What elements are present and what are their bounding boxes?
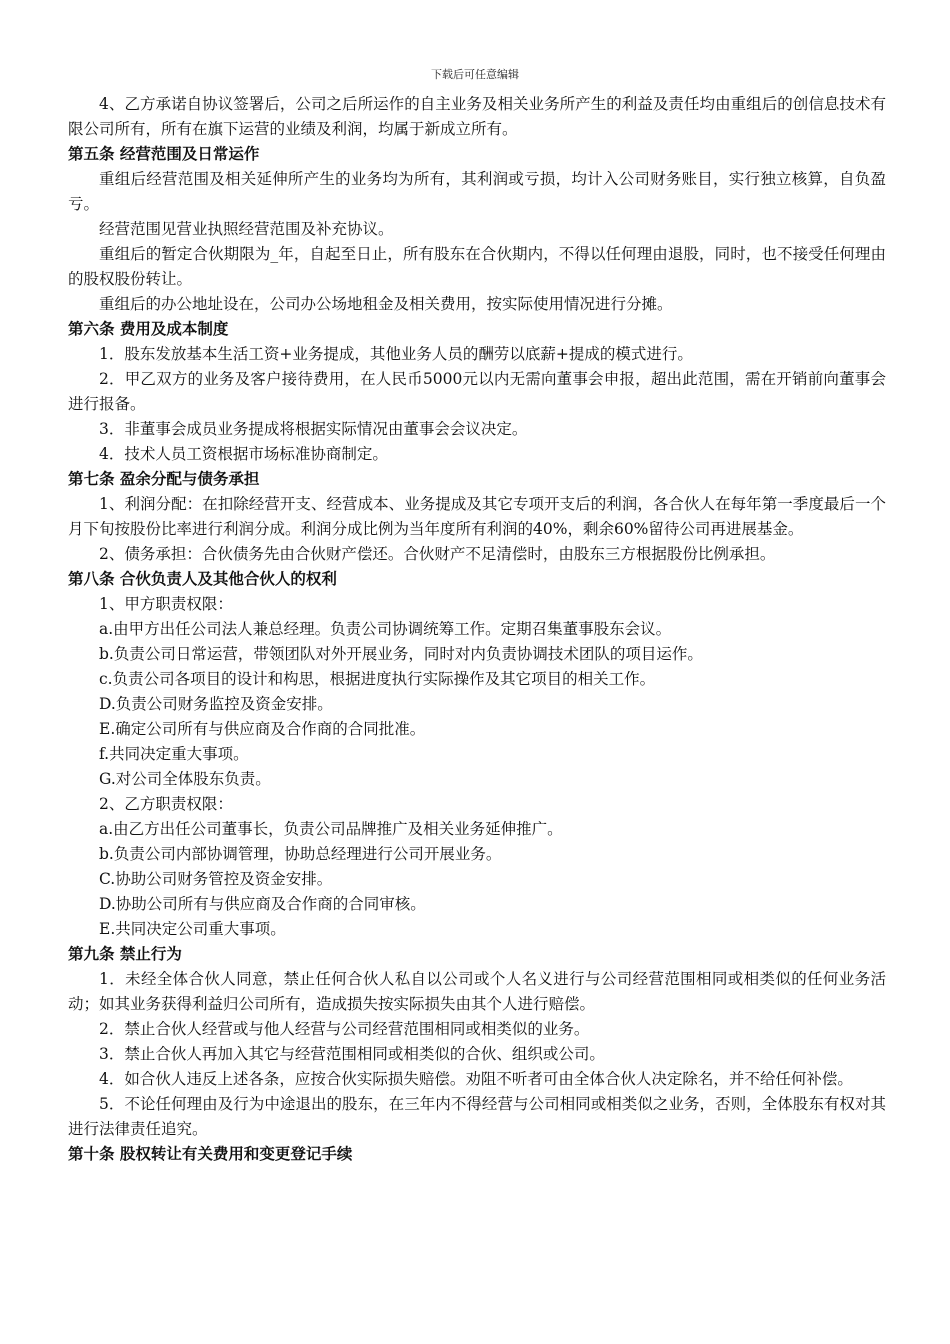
section-heading: 第十条 股权转让有关费用和变更登记手续 xyxy=(68,1145,353,1163)
paragraph: D.负责公司财务监控及资金安排。 xyxy=(99,695,333,713)
paragraph: 5．不论任何理由及行为中途退出的股东，在三年内不得经营与公司相同或相类似之业务，否则，全体股东有权对其进行法律责任追究。 xyxy=(68,1095,886,1138)
paragraph: 2．禁止合伙人经营或与他人经营与公司经营范围相同或相类似的业务。 xyxy=(99,1020,590,1038)
section-heading: 第七条 盈余分配与债务承担 xyxy=(68,470,260,488)
paragraph: b.负责公司内部协调管理，协助总经理进行公司开展业务。 xyxy=(99,845,502,863)
section-heading: 第六条 费用及成本制度 xyxy=(68,320,229,338)
paragraph: 2、乙方职责权限： xyxy=(99,795,233,813)
paragraph: a.由甲方出任公司法人兼总经理。负责公司协调统筹工作。定期召集董事股东会议。 xyxy=(99,620,672,638)
paragraph: 3．禁止合伙人再加入其它与经营范围相同或相类似的合伙、组织或公司。 xyxy=(99,1045,605,1063)
paragraph: E.共同决定公司重大事项。 xyxy=(99,920,286,938)
paragraph: f.共同决定重大事项。 xyxy=(99,745,249,763)
paragraph: E.确定公司所有与供应商及合作商的合同批准。 xyxy=(99,720,426,738)
paragraph: 1、甲方职责权限： xyxy=(99,595,233,613)
section-heading: 第九条 禁止行为 xyxy=(68,945,182,963)
paragraph: a.由乙方出任公司董事长，负责公司品牌推广及相关业务延伸推广。 xyxy=(99,820,563,838)
paragraph: 经营范围见营业执照经营范围及补充协议。 xyxy=(99,220,394,238)
paragraph: D.协助公司所有与供应商及合作商的合同审核。 xyxy=(99,895,426,913)
paragraph: C.协助公司财务管控及资金安排。 xyxy=(99,870,333,888)
paragraph: G.对公司全体股东负责。 xyxy=(99,770,271,788)
paragraph: 3．非董事会成员业务提成将根据实际情况由董事会会议决定。 xyxy=(99,420,528,438)
paragraph: 4、乙方承诺自协议签署后，公司之后所运作的自主业务及相关业务所产生的利益及责任均由重组后的创信息技术有限公司所有，所有在旗下运营的业绩及利润，均属于新成立所有。 xyxy=(68,95,886,138)
section-heading: 第五条 经营范围及日常运作 xyxy=(68,145,260,163)
paragraph: 1、利润分配：在扣除经营开支、经营成本、业务提成及其它专项开支后的利润，各合伙人在每年第一季度最后一个月下旬按股份比率进行利润分成。利润分成比例为当年度所有利润的40%，剩余60%留待公司再进展基金。 xyxy=(68,495,886,538)
page-header: 下载后可任意编辑 xyxy=(431,68,519,81)
section-heading: 第八条 合伙负责人及其他合伙人的权利 xyxy=(68,570,337,588)
document-body xyxy=(68,92,886,1167)
paragraph: 1．股东发放基本生活工资+业务提成，其他业务人员的酬劳以底薪+提成的模式进行。 xyxy=(99,345,693,363)
paragraph: 重组后经营范围及相关延伸所产生的业务均为所有，其利润或亏损，均计入公司财务账目，实行独立核算，自负盈亏。 xyxy=(68,170,886,213)
paragraph: b.负责公司日常运营，带领团队对外开展业务，同时对内负责协调技术团队的项目运作。 xyxy=(99,645,703,663)
paragraph: 重组后的暂定合伙期限为_年，自起至日止，所有股东在合伙期内，不得以任何理由退股，同时，也不接受任何理由的股权股份转让。 xyxy=(68,245,886,288)
paragraph: 4．如合伙人违反上述各条，应按合伙实际损失赔偿。劝阻不听者可由全体合伙人决定除名，并不给任何补偿。 xyxy=(99,1070,853,1088)
paragraph: c.负责公司各项目的设计和构思，根据进度执行实际操作及其它项目的相关工作。 xyxy=(99,670,656,688)
paragraph: 2．甲乙双方的业务及客户接待费用，在人民币5000元以内无需向董事会申报，超出此范围，需在开销前向董事会进行报备。 xyxy=(68,370,886,413)
paragraph: 2、债务承担：合伙债务先由合伙财产偿还。合伙财产不足清偿时，由股东三方根据股份比例承担。 xyxy=(99,545,776,563)
paragraph: 重组后的办公地址设在，公司办公场地租金及相关费用，按实际使用情况进行分摊。 xyxy=(99,295,673,313)
paragraph: 1．未经全体合伙人同意，禁止任何合伙人私自以公司或个人名义进行与公司经营范围相同或相类似的任何业务活动；如其业务获得利益归公司所有，造成损失按实际损失由其个人进行赔偿。 xyxy=(68,970,886,1013)
paragraph: 4．技术人员工资根据市场标准协商制定。 xyxy=(99,445,388,463)
